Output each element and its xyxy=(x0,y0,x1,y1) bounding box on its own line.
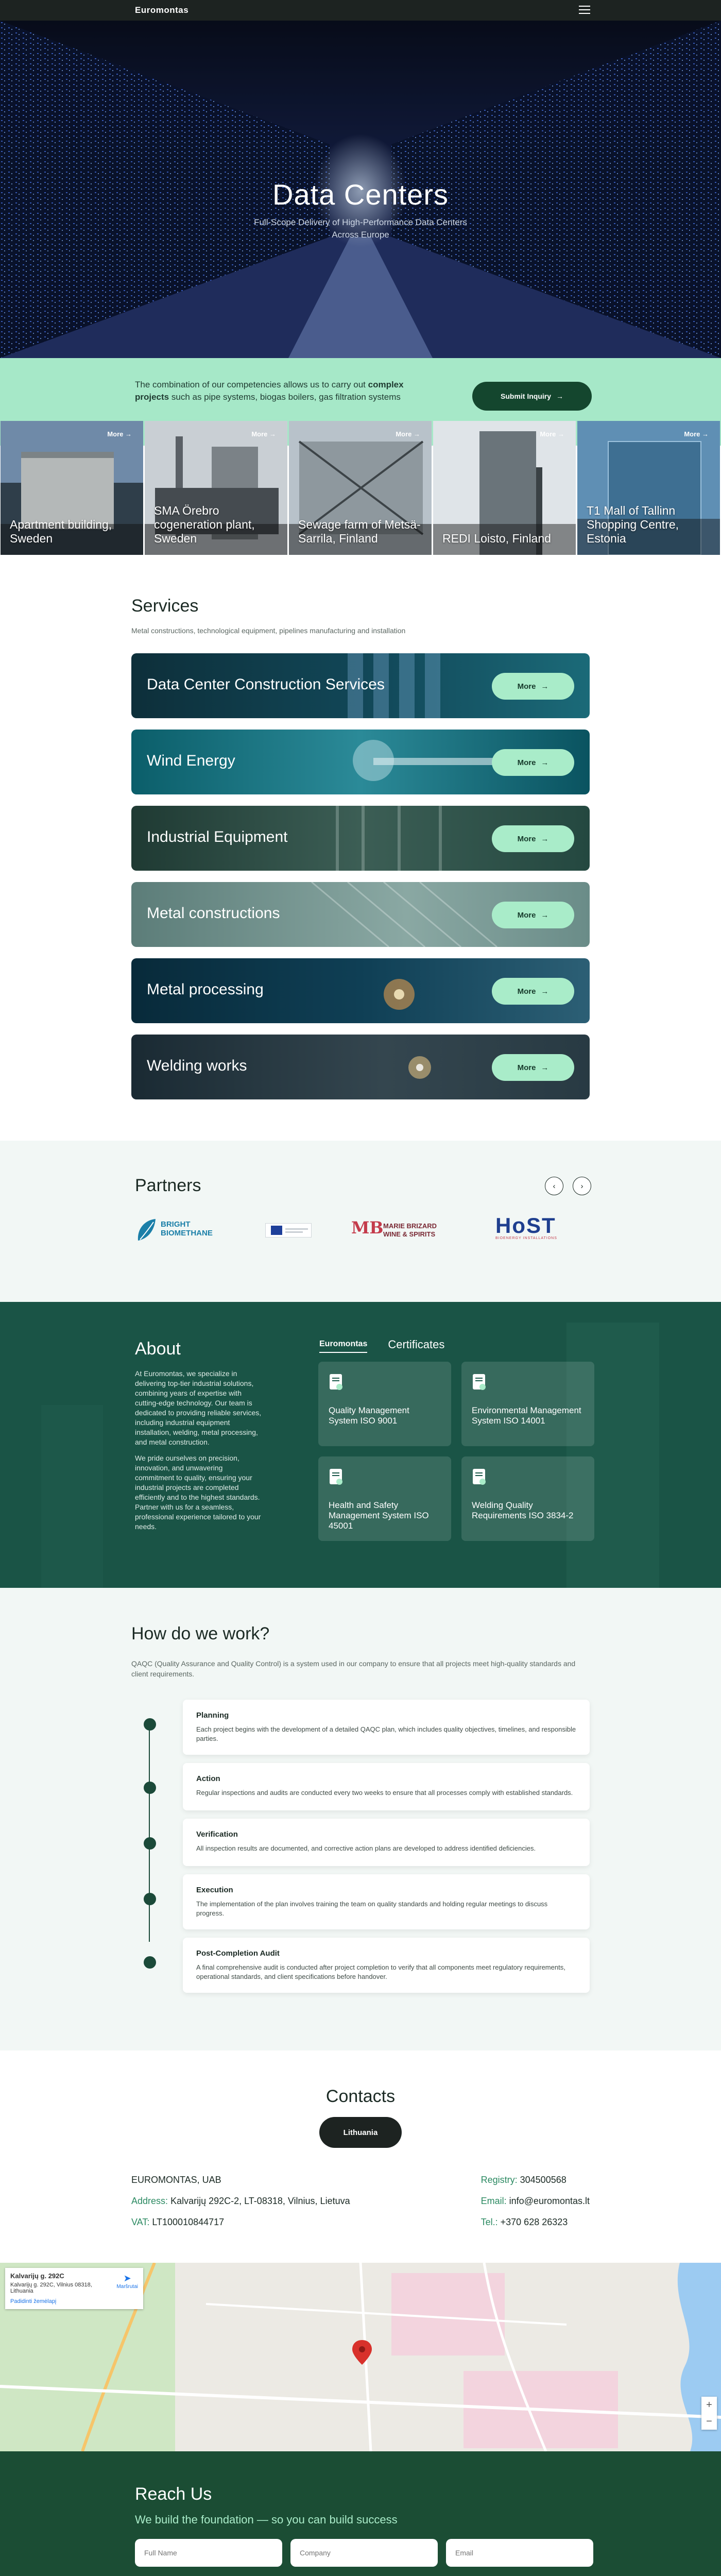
partners-section xyxy=(0,1141,721,1302)
step-title: Execution xyxy=(196,1886,233,1894)
project-name: Apartment building, Sweden xyxy=(10,518,112,545)
partner-logo-marie-brizard: MB MARIE BRIZARD WINE & SPIRITS xyxy=(351,1218,437,1238)
partner-logo-eu xyxy=(265,1223,312,1238)
service-card[interactable] xyxy=(131,730,590,794)
address-row: Address: Kalvarijų 292C-2, LT-08318, Vilnius, Lietuva xyxy=(131,2196,350,2206)
services-subtitle: Metal constructions, technological equipment, pipelines manufacturing and installation xyxy=(131,626,406,635)
certificate-name: Health and Safety Management System ISO 45001 xyxy=(329,1500,429,1531)
intro-text: The combination of our competencies allows us to carry out complex projects such as pipe systems, biogas boilers, gas filtration systems xyxy=(135,380,404,402)
certificate-icon xyxy=(472,1373,487,1392)
zoom-in-icon[interactable]: + xyxy=(706,2399,712,2411)
contacts-section xyxy=(0,2050,721,2263)
project-card[interactable] xyxy=(433,421,576,555)
zoom-controls[interactable] xyxy=(701,2397,717,2430)
step-desc: Each project begins with the development of a detailed QAQC plan, which includes quality objectives, timelines, and responsible parties. xyxy=(196,1725,576,1742)
certificate-card[interactable] xyxy=(318,1456,451,1541)
tel-row[interactable]: Tel.: +370 628 26323 xyxy=(480,2217,568,2227)
service-label: Wind Energy xyxy=(147,752,235,769)
step-card xyxy=(183,1938,590,1993)
vat-row: VAT: LT100010844717 xyxy=(131,2217,225,2227)
timeline-line xyxy=(149,1720,150,1942)
reach-us-section xyxy=(0,2451,721,2576)
project-more-link[interactable]: More → xyxy=(251,430,276,438)
how-intro: QAQC (Quality Assurance and Quality Control) is a system used in our company to ensure that all projects meet high-quality standards and client requirements. xyxy=(131,1659,576,1678)
brand-logo[interactable]: Euromontas xyxy=(135,5,189,15)
tab-certificates[interactable]: Certificates xyxy=(388,1338,445,1351)
contacts-title: Contacts xyxy=(325,2087,396,2106)
certificate-icon xyxy=(472,1468,487,1486)
hero-subtitle: Full-Scope Delivery of High-Performance Data Centers Across Europe xyxy=(254,217,467,240)
partners-prev-button[interactable] xyxy=(545,1177,563,1195)
service-label: Metal constructions xyxy=(147,905,280,922)
company-input[interactable] xyxy=(290,2539,438,2567)
directions-icon: ➤ xyxy=(123,2273,131,2283)
arrow-right-icon: → xyxy=(556,392,563,400)
step-card xyxy=(183,1874,590,1929)
step-desc: The implementation of the plan involves training the team on quality standards and holding regular meetings to discuss progress. xyxy=(196,1900,548,1917)
arrow-right-icon: → xyxy=(541,987,549,996)
step-card xyxy=(183,1819,590,1866)
step-card xyxy=(183,1700,590,1755)
certificate-name: Environmental Management System ISO 14001 xyxy=(472,1405,581,1426)
project-card[interactable] xyxy=(577,421,720,555)
country-lithuania-button[interactable]: Lithuania xyxy=(319,2117,402,2148)
service-card[interactable] xyxy=(131,882,590,947)
company-name: EUROMONTAS, UAB xyxy=(131,2175,221,2185)
certificates-grid xyxy=(318,1362,594,1541)
step-dot xyxy=(144,1718,156,1731)
service-card[interactable] xyxy=(131,1035,590,1099)
certificate-icon xyxy=(329,1373,344,1392)
step-title: Verification xyxy=(196,1830,238,1839)
hero xyxy=(0,21,721,358)
zoom-out-icon[interactable]: − xyxy=(706,2416,712,2427)
email-row[interactable]: Email: info@euromontas.lt xyxy=(480,2196,590,2206)
step-card xyxy=(183,1763,590,1810)
map-embed[interactable] xyxy=(0,2263,721,2451)
service-card[interactable] xyxy=(131,806,590,871)
certificate-card[interactable] xyxy=(318,1362,451,1446)
menu-icon[interactable] xyxy=(579,6,590,14)
project-more-link[interactable]: More → xyxy=(540,430,564,438)
project-card[interactable] xyxy=(145,421,287,555)
contact-info xyxy=(131,2175,590,2238)
arrow-right-icon: → xyxy=(541,682,549,691)
step-desc: All inspection results are documented, and corrective action plans are developed to address identified deficiencies. xyxy=(196,1844,536,1852)
project-name: T1 Mall of Tallinn Shopping Centre, Estonia xyxy=(587,504,679,545)
certificate-name: Welding Quality Requirements ISO 3834-2 xyxy=(472,1500,574,1520)
service-card[interactable] xyxy=(131,653,590,718)
project-card[interactable] xyxy=(1,421,143,555)
step-dot xyxy=(144,1956,156,1969)
directions-button[interactable]: ➤ Maršrutai xyxy=(116,2273,138,2290)
service-label: Welding works xyxy=(147,1057,247,1074)
top-header xyxy=(0,0,721,21)
service-more-button[interactable]: More → xyxy=(492,825,574,852)
project-name: REDI Loisto, Finland xyxy=(442,532,551,545)
leaf-icon xyxy=(135,1218,158,1242)
arrow-right-icon: → xyxy=(541,910,549,920)
service-label: Metal processing xyxy=(147,981,264,998)
about-title: About xyxy=(135,1339,181,1359)
certificate-card[interactable] xyxy=(461,1456,594,1541)
about-tabs xyxy=(319,1338,444,1354)
service-label: Industrial Equipment xyxy=(147,828,288,845)
step-dot xyxy=(144,1782,156,1794)
step-dot xyxy=(144,1837,156,1850)
service-more-button[interactable]: More → xyxy=(492,978,574,1005)
arrow-right-icon: → xyxy=(541,1063,549,1072)
service-more-button[interactable]: More → xyxy=(492,749,574,776)
tab-euromontas[interactable]: Euromontas xyxy=(319,1340,367,1353)
about-text: At Euromontas, we specialize in delivering top-tier industrial solutions, combining years of expertise with cutting-edge technology. Our team is dedicated to providing reliable services, including industrial equipment installation, welding, metal processing, and metal construction. We pride ourselves on precision, innovation, and unwavering commitment to quality, ensuring your industrial projects are completed efficiently and to the highest standards. Partner with us for a seamless, professional experience tailored to your needs. xyxy=(135,1369,262,1531)
service-more-button[interactable]: More → xyxy=(492,673,574,700)
projects-strip xyxy=(0,421,721,555)
how-title: How do we work? xyxy=(131,1624,270,1643)
partners-next-button[interactable] xyxy=(573,1177,591,1195)
step-title: Planning xyxy=(196,1711,229,1720)
service-card[interactable] xyxy=(131,958,590,1023)
partner-logo-host: HoST BIOENERGY INSTALLATIONS xyxy=(495,1213,557,1240)
enlarge-map-link[interactable]: Padidinti žemėlapį xyxy=(10,2298,57,2304)
how-we-work-section xyxy=(0,1588,721,2050)
chevron-right-icon: › xyxy=(580,1181,583,1191)
partner-logo-bright: BRIGHT BIOMETHANE xyxy=(135,1218,233,1244)
services-title: Services xyxy=(131,596,199,616)
service-more-button[interactable]: More → xyxy=(492,1054,574,1081)
full-name-input[interactable] xyxy=(135,2539,282,2567)
service-label: Data Center Construction Services xyxy=(147,676,385,693)
certificate-card[interactable] xyxy=(461,1362,594,1446)
chevron-left-icon: ‹ xyxy=(553,1181,556,1191)
hero-title: Data Centers xyxy=(272,178,449,211)
step-dot xyxy=(144,1893,156,1905)
certificate-icon xyxy=(329,1468,344,1486)
step-desc: Regular inspections and audits are conducted every two weeks to ensure that all processes comply with established standards. xyxy=(196,1789,573,1797)
services-section xyxy=(0,555,721,1141)
about-section xyxy=(0,1302,721,1588)
partners-title: Partners xyxy=(135,1176,201,1195)
project-more-link[interactable]: More → xyxy=(684,430,709,438)
registry-row: Registry: 304500568 xyxy=(480,2175,566,2185)
arrow-right-icon: → xyxy=(541,834,549,843)
partner-logos xyxy=(135,1213,593,1244)
email-input[interactable] xyxy=(446,2539,593,2567)
service-more-button[interactable]: More → xyxy=(492,902,574,928)
project-more-link[interactable]: More → xyxy=(396,430,420,438)
submit-inquiry-button[interactable]: Submit Inquiry → xyxy=(472,382,592,411)
certificate-name: Quality Management System ISO 9001 xyxy=(329,1405,409,1426)
step-title: Action xyxy=(196,1774,220,1783)
reach-subtitle: We build the foundation — so you can build success xyxy=(135,2513,398,2526)
project-name: SMA Örebro cogeneration plant, Sweden xyxy=(154,504,255,545)
map-place-card: Kalvarijų g. 292C Kalvarijų g. 292C, Vilnius 08318, Lithuania Padidinti žemėlapį ➤ Maršrutai xyxy=(5,2268,143,2309)
step-desc: A final comprehensive audit is conducted after project completion to verify that all components meet regulatory requirements, operational standards, and client specifications before handover. xyxy=(196,1963,565,1980)
arrow-right-icon: → xyxy=(541,758,549,767)
project-more-link[interactable]: More → xyxy=(107,430,132,438)
project-name: Sewage farm of Metsä-Sarrila, Finland xyxy=(298,518,421,545)
reach-title: Reach Us xyxy=(135,2484,212,2504)
project-card[interactable] xyxy=(289,421,432,555)
step-title: Post-Completion Audit xyxy=(196,1949,280,1958)
steps-timeline xyxy=(131,1700,590,1993)
